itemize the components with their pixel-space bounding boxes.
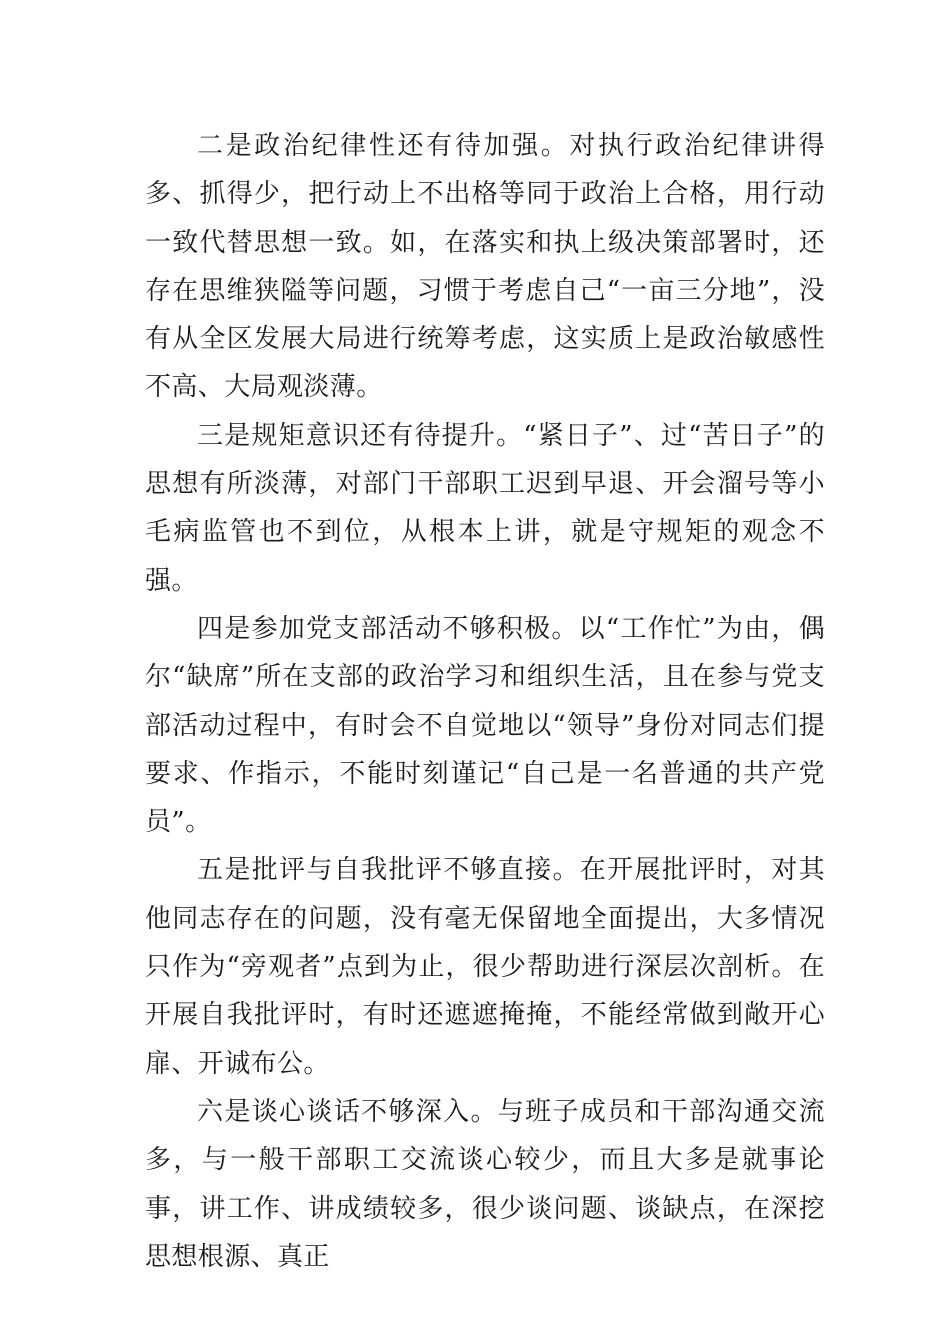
body-text <box>145 122 825 1281</box>
paragraph-heart-to-heart-talks: 六是谈心谈话不够深入。与班子成员和干部沟通交流多，与一般干部职工交流谈心较少，而且大多是就事论事，讲工作、讲成绩较多，很少谈问题、谈缺点，在深挖思想根源、真正 <box>145 1096 825 1272</box>
paragraph-branch-activities: 四是参加党支部活动不够积极。以“工作忙”为由，偶尔“缺席”所在支部的政治学习和组织生活，且在参与党支部活动过程中，有时会不自觉地以“领导”身份对同志们提要求、作指示，不能时刻谨记“自己是一名普通的共产党员”。 <box>145 613 825 838</box>
paragraph-political-discipline: 二是政治纪律性还有待加强。对执行政治纪律讲得多、抓得少，把行动上不出格等同于政治上合格，用行动一致代替思想一致。如，在落实和执上级决策部署时，还存在思维狭隘等问题，习惯于考虑自己“一亩三分地”，没有从全区发展大局进行统筹考虑，这实质上是政治敏感性不高、大局观淡薄。 <box>145 131 825 403</box>
paragraph-criticism: 五是批评与自我批评不够直接。在开展批评时，对其他同志存在的问题，没有毫无保留地全面提出，大多情况只作为“旁观者”点到为止，很少帮助进行深层次剖析。在开展自我批评时，有时还遮遮掩掩，不能经常做到敞开心扉、开诚布公。 <box>145 855 825 1079</box>
paragraph-rules-awareness: 三是规矩意识还有待提升。“紧日子”、过“苦日子”的思想有所淡薄，对部门干部职工迟到早退、开会溜号等小毛病监管也不到位，从根本上讲，就是守规矩的观念不强。 <box>145 420 825 596</box>
